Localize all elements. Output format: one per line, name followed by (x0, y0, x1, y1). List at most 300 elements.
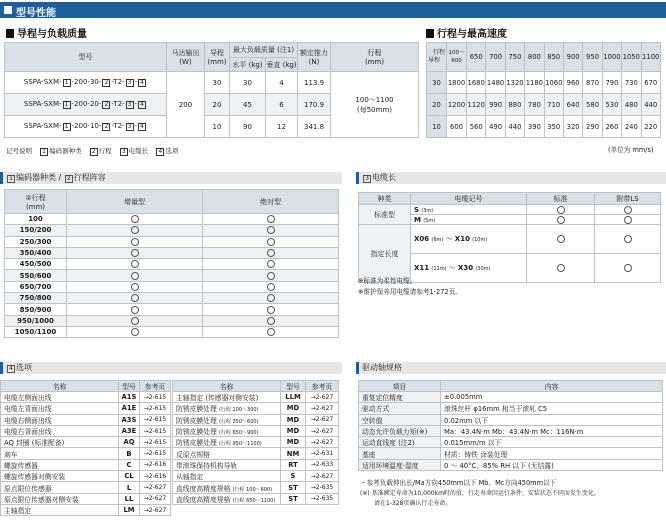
model-mid: -200- (71, 78, 90, 86)
spec-content: 0.02mm 以下 (441, 414, 663, 425)
section-bar-encoder-stroke (0, 172, 342, 184)
cable-std-x06 (527, 225, 595, 254)
speed-cell: 1680 (467, 72, 486, 94)
lineup-abs (203, 293, 339, 304)
lineup-stroke: 450/500 (5, 259, 67, 270)
option-name (173, 403, 281, 414)
vertical-value: 12 (266, 116, 298, 138)
option-ref: →2-627 (140, 482, 171, 493)
header-motor (167, 43, 205, 72)
legend-item: 选项 (165, 147, 179, 155)
speed-cell: 960 (563, 72, 582, 94)
available-circle-icon (267, 249, 275, 257)
spec-item: 运动直线度 (注2) (359, 437, 441, 448)
available-circle-icon (624, 216, 632, 224)
model-mid: -T2- (111, 100, 125, 108)
header-cable-std: 标准 (527, 193, 595, 205)
header-lead (205, 43, 230, 72)
option-name: 电缆左背面出线 (1, 403, 119, 414)
header-vertical: 垂直 (kg) (266, 58, 298, 72)
option-name-text: 主轴指定 (传感器对侧安装) (176, 394, 259, 403)
square-bullet-icon (6, 29, 14, 38)
option-ref: →2-615 (140, 403, 171, 414)
section-title-lead-payload (6, 25, 87, 40)
available-circle-icon (267, 260, 275, 268)
placeholder-2-icon: 2 (102, 101, 110, 109)
speed-cell: 870 (583, 72, 602, 94)
option-name: 刹车 (1, 448, 119, 459)
model-dash: - (134, 78, 138, 86)
lineup-stroke: 950/1000 (5, 315, 67, 326)
header-stroke (331, 43, 419, 72)
symbol-legend (6, 146, 178, 156)
placeholder-3-icon: 3 (126, 123, 134, 131)
option-ref: →2-615 (140, 448, 171, 459)
available-circle-icon (624, 264, 632, 272)
option-name-text: 带滚珠保持机构导轨 (176, 461, 238, 470)
option-ref: →2-627 (140, 504, 171, 515)
option-model: LM (119, 504, 140, 515)
placeholder-1-icon: 1 (63, 101, 71, 109)
available-circle-icon (131, 226, 139, 234)
legend-item: 编码器种类 (49, 147, 82, 155)
cable-ls-x06 (595, 225, 661, 254)
spec-item: 基座 (359, 448, 441, 459)
option-model: LLM (281, 392, 306, 403)
available-circle-icon (557, 206, 565, 214)
options-table-left (0, 380, 171, 516)
placeholder-3-icon: 3 (126, 101, 134, 109)
speed-cell: 600 (447, 116, 467, 138)
speed-cell: 480 (622, 94, 641, 116)
model-code-1 (5, 72, 167, 94)
option-name-text: 防锈皮膜处理 (176, 439, 217, 448)
available-circle-icon (267, 283, 275, 291)
placeholder-4-icon: 4 (138, 123, 146, 131)
cable-code: M (414, 215, 421, 224)
spec-item: 驱动方式 (359, 403, 441, 414)
section-title-stroke-speed (426, 25, 507, 40)
lineup-stroke: 350/400 (5, 247, 67, 258)
lineup-stroke: 250/300 (5, 236, 67, 247)
section-title-text: 行程与最高速度 (437, 29, 507, 40)
option-sub: (行程 100～600) (232, 486, 273, 493)
speed-cell: 220 (641, 116, 660, 138)
section-bar-drive-spec (356, 362, 666, 374)
option-model: A1S (119, 392, 140, 403)
spec-item: 空转值 (359, 414, 441, 425)
option-model: B (119, 448, 140, 459)
cable-code-s (411, 205, 527, 215)
speed-cell: 390 (525, 116, 544, 138)
header-stroke-label: 行程 (367, 49, 382, 57)
lineup-inc (67, 214, 203, 225)
option-sub: (行程 350～600) (218, 418, 259, 425)
stroke-header-100-600 (447, 43, 467, 72)
vertical-value: 6 (266, 94, 298, 116)
speed-cell: 730 (622, 72, 641, 94)
header-option-model: 型号 (119, 381, 140, 392)
header-option-name: 名称 (173, 381, 281, 392)
cable-std-x11 (527, 254, 595, 283)
lineup-abs (203, 304, 339, 315)
bar-title-encoder: 1 编码器种类 / 2 行程阵容 (6, 172, 106, 184)
bar-accent (356, 172, 359, 184)
lineup-stroke: 550/600 (5, 270, 67, 281)
lineup-stroke-unit: (mm) (25, 202, 46, 211)
cable-code: X11 (414, 264, 430, 272)
bar-accent (356, 362, 359, 374)
stroke-header: 1100 (641, 43, 660, 72)
speed-cell: 350 (544, 116, 563, 138)
lead-payload-table (4, 42, 419, 138)
cable-code-x06 (411, 225, 527, 254)
speed-cell: 1060 (544, 72, 563, 94)
option-name: AQ 封圈 (标准配备) (1, 437, 119, 448)
option-model: MD (281, 437, 306, 448)
thrust-value: 113.9 (298, 72, 331, 94)
lineup-abs (203, 270, 339, 281)
lineup-abs (203, 326, 339, 337)
option-ref: →2-627 (306, 425, 339, 436)
option-model: A3E (119, 425, 140, 436)
header-thrust-unit: (N) (308, 58, 320, 66)
option-model: MD (281, 425, 306, 436)
spec-note-1: ・参考负载伸出长/Ma方向450mm以下 Mb、Mc方向450mm以下 (360, 479, 557, 487)
option-ref: →2-635 (306, 482, 339, 493)
speed-cell: 1480 (486, 72, 505, 94)
option-model: C (119, 459, 140, 470)
cable-code: S (414, 205, 420, 214)
option-name-text: 防锈皮膜处理 (176, 428, 217, 437)
lineup-inc (67, 326, 203, 337)
stroke-header: 900 (563, 43, 582, 72)
placeholder-1-icon: 1 (63, 79, 71, 87)
option-name (173, 392, 281, 403)
speed-unit-note: (单位为 mm/s) (608, 146, 654, 154)
cable-length: (6m) (431, 237, 444, 243)
lineup-inc (67, 281, 203, 292)
option-ref: →2-616 (140, 471, 171, 482)
header-option-name: 名称 (1, 381, 119, 392)
bar-accent (0, 362, 3, 374)
cable-length: (3m) (421, 207, 434, 214)
thrust-value: 341.8 (298, 116, 331, 138)
speed-cell: 530 (602, 94, 621, 116)
speed-cell: 1800 (447, 72, 467, 94)
legend-1-icon: 1 (40, 148, 48, 156)
placeholder-2-icon: 2 (102, 123, 110, 131)
option-model: A3S (119, 414, 140, 425)
model-code-3 (5, 116, 167, 138)
speed-lead: 10 (427, 116, 447, 138)
option-name-text: 反原点规格 (176, 450, 210, 459)
available-circle-icon (131, 283, 139, 291)
lineup-inc (67, 247, 203, 258)
cable-code: X30 (457, 264, 474, 272)
speed-cell: 440 (505, 116, 524, 138)
option-name-text: 防锈皮膜处理 (176, 405, 217, 414)
option-name: 螺旋传感器对侧安装 (1, 471, 119, 482)
stroke-header: 950 (583, 43, 602, 72)
option-model: LL (119, 493, 140, 504)
option-ref: →2-616 (140, 459, 171, 470)
option-name (173, 414, 281, 425)
spec-content: 材质：铸铁 涂装处理 (441, 448, 663, 459)
stroke-value (331, 72, 419, 138)
option-ref: →2-635 (306, 493, 339, 504)
option-name-text: 直线度高精度规格 (176, 484, 231, 493)
lineup-abs (203, 315, 339, 326)
speed-lead: 20 (427, 94, 447, 116)
model-dash: - (98, 122, 102, 130)
spec-item: 动态允许负载力矩(※) (359, 425, 441, 436)
lineup-inc (67, 259, 203, 270)
available-circle-icon (131, 238, 139, 246)
lineup-stroke: 150/200 (5, 225, 67, 236)
spec-note-2: (※) 基准额定寿命为10,000km时的值。行走寿命因运行条件、安装状态不同而发生变化。 (360, 490, 600, 497)
available-circle-icon (624, 206, 632, 214)
cable-tilde: ～ (445, 235, 453, 243)
header-motor-unit: (W) (179, 58, 192, 66)
thrust-value: 170.9 (298, 94, 331, 116)
option-sub: (行程 650～900) (218, 430, 259, 437)
spec-note-3: 请在1-328页确认行走寿命。 (374, 500, 452, 507)
header-model: 型号 (5, 43, 167, 72)
speed-cell: 1200 (447, 94, 467, 116)
cable-ls-m (595, 215, 661, 225)
option-ref: →2-633 (306, 459, 339, 470)
legend-4-icon: 4 (156, 148, 164, 156)
header-spec-item: 项目 (359, 381, 441, 392)
header-cable-ls: 附带LS (595, 193, 661, 205)
option-name: 电缆右侧面出线 (1, 414, 119, 425)
model-lead: 10 (89, 122, 99, 130)
stroke-lineup-table (4, 189, 339, 338)
number-1-icon: 1 (7, 175, 15, 183)
corner-header (427, 43, 447, 72)
horizontal-value: 90 (230, 116, 266, 138)
lineup-stroke-label: ②行程 (25, 193, 46, 202)
lineup-inc (67, 315, 203, 326)
speed-cell: 260 (602, 116, 621, 138)
available-circle-icon (131, 317, 139, 325)
option-ref: →2-627 (306, 471, 339, 482)
placeholder-4-icon: 4 (138, 79, 146, 87)
cable-length: (5m) (423, 217, 436, 224)
cable-std-s (527, 205, 595, 215)
spec-content: 0.015mm/m 以下 (441, 437, 663, 448)
bar-title-cable (362, 172, 396, 184)
lineup-inc (67, 304, 203, 315)
stroke-speed-table (426, 42, 661, 138)
option-name (173, 437, 281, 448)
lineup-inc (67, 293, 203, 304)
available-circle-icon (267, 294, 275, 302)
speed-lead: 30 (427, 72, 447, 94)
stroke-header: 1050 (622, 43, 641, 72)
lineup-stroke: 100 (5, 214, 67, 225)
option-name: 原点限位传感器 (1, 482, 119, 493)
lineup-abs (203, 259, 339, 270)
available-circle-icon (557, 235, 565, 243)
option-sub: (行程 100～300) (218, 407, 259, 414)
option-name: 螺旋传感器 (1, 459, 119, 470)
bar-title-options-text: 选项 (16, 363, 32, 372)
speed-cell: 490 (486, 116, 505, 138)
header-option-model: 型号 (281, 381, 306, 392)
available-circle-icon (267, 238, 275, 246)
speed-cell: 240 (622, 116, 641, 138)
bar-title-cable-text: 电缆长 (372, 173, 396, 182)
section-title-text: 导程与负载质量 (17, 29, 87, 40)
speed-cell: 290 (583, 116, 602, 138)
stroke-pitch: (每50mm) (357, 105, 393, 114)
lineup-abs (203, 225, 339, 236)
option-model: ST (281, 482, 306, 493)
option-name (173, 425, 281, 436)
number-4-icon: 4 (7, 365, 15, 373)
model-mid: -T2- (111, 122, 125, 130)
option-ref: →2-615 (140, 392, 171, 403)
option-name-text: 防锈皮膜处理 (176, 416, 217, 425)
option-model: NM (281, 448, 306, 459)
header-option-ref: 参考页 (140, 381, 171, 392)
model-prefix: SSPA-SXM- (23, 100, 62, 108)
model-lead: 30 (89, 78, 99, 86)
option-model: MD (281, 414, 306, 425)
speed-cell: 1120 (467, 94, 486, 116)
header-cable-type: 种类 (359, 193, 411, 205)
model-mid: -200- (71, 122, 90, 130)
option-model: CL (119, 471, 140, 482)
lead-value: 30 (205, 72, 230, 94)
available-circle-icon (267, 215, 275, 223)
lineup-stroke: 750/800 (5, 293, 67, 304)
legend-item: 行程 (98, 147, 112, 155)
cable-length: (11m) (431, 266, 447, 272)
stroke-header: 850 (544, 43, 563, 72)
option-model: RT (281, 459, 306, 470)
speed-cell: 780 (525, 94, 544, 116)
bar-title-options (6, 362, 32, 374)
stroke-range: 100～1100 (355, 95, 394, 104)
stroke-header: 1000 (602, 43, 621, 72)
spec-item: 重复定位精度 (359, 392, 441, 403)
spec-content: Ma：43.4N·m Mb：43.4N·m Mc：116N·m (441, 425, 663, 436)
cable-note-1: ※标准为柔性电缆。 (358, 277, 417, 285)
option-name (173, 482, 281, 493)
stroke-header-text: 100～600 (448, 50, 465, 64)
cable-standard-label: 标准型 (359, 205, 411, 225)
header-stroke-unit: (mm) (364, 58, 385, 66)
spec-content: ±0.005mm (441, 392, 663, 403)
option-model: S (281, 471, 306, 482)
model-mid: -200- (71, 100, 90, 108)
speed-cell: 990 (486, 94, 505, 116)
spec-item: 适用环境温度·湿度 (359, 459, 441, 470)
lineup-stroke: 1050/1100 (5, 326, 67, 337)
page-header-bar (0, 2, 666, 18)
available-circle-icon (131, 215, 139, 223)
available-circle-icon (267, 328, 275, 336)
model-lead: 20 (89, 100, 99, 108)
section-bar-cable (356, 172, 666, 184)
horizontal-value: 45 (230, 94, 266, 116)
available-circle-icon (267, 272, 275, 280)
option-ref: →2-627 (306, 414, 339, 425)
placeholder-1-icon: 1 (63, 123, 71, 131)
model-code-2 (5, 94, 167, 116)
cable-code: X10 (454, 235, 470, 243)
cable-ls-s (595, 205, 661, 215)
cable-tilde: ～ (448, 264, 456, 272)
option-name-text: 直线度高精度规格 (176, 495, 231, 504)
stroke-header: 750 (505, 43, 524, 72)
option-ref: →2-615 (140, 414, 171, 425)
option-name: 原点限位传感器对侧安装 (1, 493, 119, 504)
available-circle-icon (131, 306, 139, 314)
model-mid: -T2- (111, 78, 125, 86)
option-ref: →2-627 (306, 437, 339, 448)
option-name (173, 459, 281, 470)
spec-content: 滚珠丝杆 φ16mm 相当于滚轧 C5 (441, 403, 663, 414)
lineup-abs (203, 236, 339, 247)
speed-cell: 640 (563, 94, 582, 116)
model-prefix: SSPA-SXM- (23, 78, 62, 86)
speed-cell: 560 (467, 116, 486, 138)
header-motor-label: 马达输出 (171, 49, 200, 57)
header-cable-code: 电缆记号 (411, 193, 527, 205)
available-circle-icon (131, 249, 139, 257)
motor-value: 200 (167, 72, 205, 138)
option-ref: →2-627 (140, 493, 171, 504)
speed-cell: 1320 (505, 72, 524, 94)
available-circle-icon (267, 306, 275, 314)
legend-label: 记号说明 (6, 147, 32, 155)
header-thrust (298, 43, 331, 72)
speed-cell: 710 (544, 94, 563, 116)
header-stroke-lineup (5, 190, 67, 214)
drive-spec-table (358, 380, 663, 471)
speed-cell: 790 (602, 72, 621, 94)
header-lead-unit: (mm) (207, 58, 227, 66)
header-option-ref: 参考页 (306, 381, 339, 392)
placeholder-3-icon: 3 (126, 79, 134, 87)
cable-length: (30m) (475, 266, 491, 272)
model-dash: - (134, 122, 138, 130)
cable-std-m (527, 215, 595, 225)
speed-cell: 320 (563, 116, 582, 138)
cable-code: X06 (414, 235, 430, 243)
cable-code-x11 (411, 254, 527, 283)
option-ref: →2-627 (306, 392, 339, 403)
lineup-inc (67, 236, 203, 247)
cable-length: (10m) (472, 237, 488, 243)
spec-content: 0 ～ 40°C、85% RH 以下 (无结露) (441, 459, 663, 470)
header-maxload: 最大负载质量 (注1) (230, 43, 298, 58)
option-name-text: 从轴指定 (176, 473, 204, 482)
available-circle-icon (267, 226, 275, 234)
lineup-abs (203, 214, 339, 225)
header-square-icon (4, 6, 12, 14)
page-title: 型号性能 (16, 8, 56, 19)
number-3-icon: 3 (363, 175, 371, 183)
lineup-abs (203, 247, 339, 258)
available-circle-icon (557, 216, 565, 224)
option-ref: →2-627 (306, 403, 339, 414)
lineup-inc (67, 225, 203, 236)
